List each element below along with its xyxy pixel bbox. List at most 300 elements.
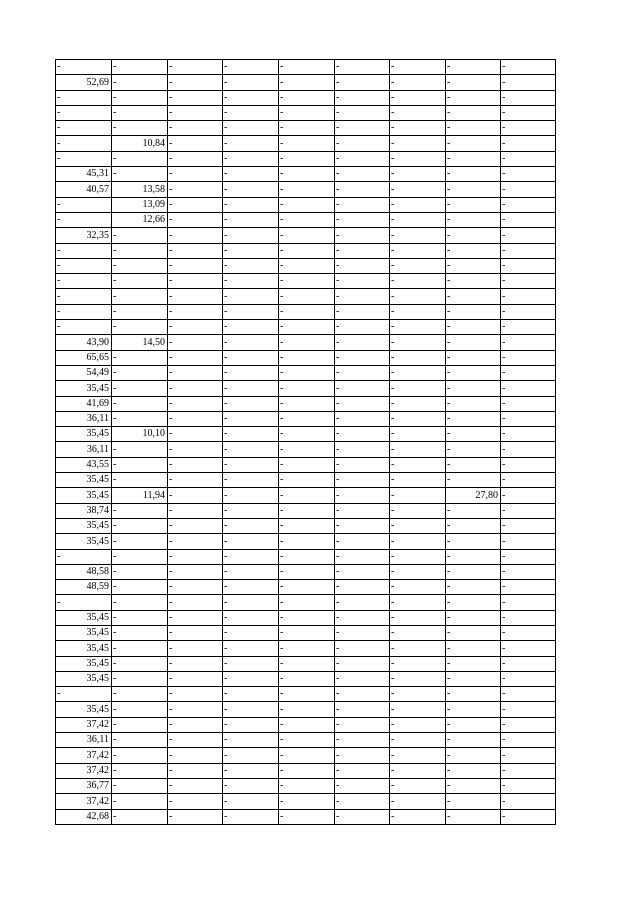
- table-cell: -: [56, 258, 112, 273]
- table-cell: -: [335, 656, 390, 671]
- table-cell: -: [335, 289, 390, 304]
- table-cell: -: [390, 411, 446, 426]
- table-row: [56, 778, 556, 793]
- table-row: [56, 105, 556, 120]
- table-cell: -: [446, 365, 501, 380]
- table-cell: -: [279, 595, 335, 610]
- table-cell: -: [501, 457, 556, 472]
- table-cell: -: [279, 733, 335, 748]
- table-cell: -: [223, 350, 279, 365]
- table-cell: -: [390, 197, 446, 212]
- table-cell: -: [335, 473, 390, 488]
- table-cell: -: [446, 763, 501, 778]
- table-row: [56, 518, 556, 533]
- table-cell: -: [390, 335, 446, 350]
- table-row: [56, 534, 556, 549]
- table-row: [56, 641, 556, 656]
- table-cell: -: [223, 90, 279, 105]
- table-row: [56, 136, 556, 151]
- table-cell: -: [335, 167, 390, 182]
- table-cell: -: [446, 136, 501, 151]
- table-cell: -: [446, 121, 501, 136]
- table-cell: -: [279, 228, 335, 243]
- table-cell: -: [501, 717, 556, 732]
- table-cell: -: [279, 610, 335, 625]
- data-table: [55, 59, 556, 825]
- table-cell: -: [168, 90, 223, 105]
- table-cell: -: [223, 167, 279, 182]
- table-cell: -: [335, 702, 390, 717]
- table-cell: -: [279, 580, 335, 595]
- table-cell: -: [335, 442, 390, 457]
- table-cell: -: [112, 518, 168, 533]
- table-row: [56, 212, 556, 227]
- table-cell: -: [446, 167, 501, 182]
- table-row: [56, 564, 556, 579]
- table-cell: -: [56, 60, 112, 75]
- table-cell: 12,66: [112, 212, 168, 227]
- table-cell: 35,45: [56, 625, 112, 640]
- table-cell: -: [390, 427, 446, 442]
- table-cell: -: [501, 671, 556, 686]
- table-cell: -: [223, 289, 279, 304]
- table-cell: -: [501, 197, 556, 212]
- table-cell: -: [446, 320, 501, 335]
- table-row: [56, 258, 556, 273]
- table-cell: -: [168, 473, 223, 488]
- table-cell: -: [168, 320, 223, 335]
- table-cell: -: [279, 671, 335, 686]
- table-cell: -: [112, 167, 168, 182]
- table-cell: -: [446, 503, 501, 518]
- table-cell: -: [335, 488, 390, 503]
- table-cell: -: [279, 763, 335, 778]
- table-cell: -: [168, 105, 223, 120]
- table-cell: -: [223, 105, 279, 120]
- table-cell: -: [501, 702, 556, 717]
- table-cell: -: [56, 304, 112, 319]
- table-row: [56, 411, 556, 426]
- table-cell: -: [390, 258, 446, 273]
- table-row: [56, 304, 556, 319]
- table-cell: 45,31: [56, 167, 112, 182]
- table-cell: -: [112, 304, 168, 319]
- table-row: [56, 794, 556, 809]
- table-cell: -: [112, 580, 168, 595]
- table-cell: -: [446, 197, 501, 212]
- table-cell: -: [168, 151, 223, 166]
- table-cell: 10,10: [112, 427, 168, 442]
- table-cell: -: [335, 534, 390, 549]
- table-cell: -: [501, 549, 556, 564]
- table-cell: 52,69: [56, 75, 112, 90]
- table-row: [56, 274, 556, 289]
- table-cell: -: [390, 809, 446, 824]
- table-cell: -: [112, 610, 168, 625]
- table-cell: -: [223, 778, 279, 793]
- table-cell: -: [112, 228, 168, 243]
- table-cell: -: [168, 167, 223, 182]
- table-cell: -: [223, 75, 279, 90]
- table-cell: -: [390, 748, 446, 763]
- table-cell: -: [501, 304, 556, 319]
- table-cell: -: [279, 427, 335, 442]
- table-cell: -: [279, 151, 335, 166]
- table-cell: -: [335, 365, 390, 380]
- table-cell: -: [501, 473, 556, 488]
- table-cell: 35,45: [56, 381, 112, 396]
- table-cell: -: [168, 457, 223, 472]
- table-cell: -: [56, 274, 112, 289]
- table-cell: -: [279, 488, 335, 503]
- table-row: [56, 75, 556, 90]
- table-cell: -: [501, 748, 556, 763]
- table-cell: -: [335, 763, 390, 778]
- table-cell: -: [112, 748, 168, 763]
- table-row: [56, 289, 556, 304]
- table-cell: 35,45: [56, 702, 112, 717]
- table-cell: -: [501, 763, 556, 778]
- table-cell: -: [168, 595, 223, 610]
- table-row: [56, 243, 556, 258]
- table-cell: 54,49: [56, 365, 112, 380]
- table-cell: -: [335, 625, 390, 640]
- table-cell: -: [279, 625, 335, 640]
- table-cell: -: [390, 564, 446, 579]
- table-cell: -: [446, 243, 501, 258]
- table-cell: -: [168, 121, 223, 136]
- table-cell: -: [390, 595, 446, 610]
- table-cell: -: [56, 320, 112, 335]
- table-cell: -: [168, 304, 223, 319]
- table-cell: -: [168, 687, 223, 702]
- table-cell: -: [56, 105, 112, 120]
- table-cell: -: [112, 763, 168, 778]
- table-cell: -: [168, 182, 223, 197]
- table-cell: -: [223, 411, 279, 426]
- table-cell: -: [446, 809, 501, 824]
- table-row: [56, 656, 556, 671]
- table-cell: -: [390, 580, 446, 595]
- table-row: [56, 350, 556, 365]
- table-cell: -: [279, 503, 335, 518]
- table-cell: -: [390, 534, 446, 549]
- table-cell: -: [446, 350, 501, 365]
- table-cell: -: [501, 656, 556, 671]
- table-cell: -: [168, 610, 223, 625]
- table-cell: -: [446, 580, 501, 595]
- table-cell: -: [501, 396, 556, 411]
- table-cell: -: [168, 671, 223, 686]
- table-cell: -: [168, 641, 223, 656]
- table-cell: -: [223, 717, 279, 732]
- table-cell: -: [168, 503, 223, 518]
- table-cell: -: [112, 671, 168, 686]
- table-cell: -: [223, 671, 279, 686]
- table-cell: -: [112, 595, 168, 610]
- table-cell: -: [501, 136, 556, 151]
- table-cell: -: [112, 411, 168, 426]
- table-cell: -: [501, 411, 556, 426]
- table-row: [56, 167, 556, 182]
- table-cell: -: [223, 595, 279, 610]
- table-cell: -: [446, 549, 501, 564]
- table-cell: -: [390, 228, 446, 243]
- table-cell: -: [56, 151, 112, 166]
- table-row: [56, 473, 556, 488]
- table-cell: -: [390, 702, 446, 717]
- table-cell: -: [501, 733, 556, 748]
- table-cell: -: [390, 549, 446, 564]
- table-cell: 14,50: [112, 335, 168, 350]
- table-cell: -: [168, 60, 223, 75]
- table-cell: -: [112, 794, 168, 809]
- table-cell: -: [56, 549, 112, 564]
- table-cell: -: [112, 121, 168, 136]
- table-cell: -: [446, 304, 501, 319]
- table-cell: -: [223, 212, 279, 227]
- table-cell: -: [223, 794, 279, 809]
- table-cell: -: [112, 289, 168, 304]
- table-cell: -: [335, 335, 390, 350]
- table-cell: -: [112, 243, 168, 258]
- table-cell: -: [279, 809, 335, 824]
- table-cell: -: [335, 121, 390, 136]
- table-cell: -: [446, 610, 501, 625]
- table-row: [56, 595, 556, 610]
- table-cell: -: [223, 702, 279, 717]
- table-row: [56, 182, 556, 197]
- table-row: [56, 320, 556, 335]
- table-cell: -: [501, 243, 556, 258]
- table-row: [56, 396, 556, 411]
- table-cell: -: [335, 457, 390, 472]
- table-cell: -: [335, 610, 390, 625]
- table-cell: -: [446, 457, 501, 472]
- table-cell: -: [501, 488, 556, 503]
- table-row: [56, 733, 556, 748]
- table-cell: -: [168, 396, 223, 411]
- table-cell: 27,80: [446, 488, 501, 503]
- table-cell: -: [335, 258, 390, 273]
- table-cell: 42,68: [56, 809, 112, 824]
- table-cell: -: [56, 197, 112, 212]
- table-cell: -: [335, 809, 390, 824]
- table-cell: -: [279, 748, 335, 763]
- table-cell: 32,35: [56, 228, 112, 243]
- table-cell: -: [168, 625, 223, 640]
- table-cell: -: [390, 243, 446, 258]
- table-cell: -: [223, 243, 279, 258]
- table-cell: -: [279, 60, 335, 75]
- table-cell: -: [501, 335, 556, 350]
- table-cell: -: [335, 228, 390, 243]
- table-cell: -: [223, 442, 279, 457]
- table-cell: 10,84: [112, 136, 168, 151]
- table-cell: -: [501, 182, 556, 197]
- table-cell: -: [390, 274, 446, 289]
- table-cell: 13,09: [112, 197, 168, 212]
- table-cell: -: [501, 518, 556, 533]
- table-cell: -: [223, 763, 279, 778]
- table-cell: -: [335, 794, 390, 809]
- table-cell: -: [390, 320, 446, 335]
- table-cell: -: [168, 733, 223, 748]
- table-cell: -: [390, 212, 446, 227]
- table-cell: -: [112, 733, 168, 748]
- table-cell: -: [390, 610, 446, 625]
- table-cell: -: [223, 197, 279, 212]
- table-cell: -: [168, 258, 223, 273]
- table-cell: -: [56, 212, 112, 227]
- table-cell: -: [279, 473, 335, 488]
- table-row: [56, 335, 556, 350]
- table-cell: -: [390, 350, 446, 365]
- table-cell: -: [223, 503, 279, 518]
- table-cell: -: [390, 304, 446, 319]
- table-cell: 35,45: [56, 641, 112, 656]
- table-cell: -: [501, 228, 556, 243]
- table-row: [56, 90, 556, 105]
- table-cell: -: [223, 396, 279, 411]
- table-cell: 35,45: [56, 656, 112, 671]
- table-cell: -: [112, 365, 168, 380]
- table-cell: -: [446, 733, 501, 748]
- table-cell: -: [335, 411, 390, 426]
- table-cell: -: [56, 687, 112, 702]
- table-cell: -: [223, 580, 279, 595]
- table-cell: -: [446, 671, 501, 686]
- table-cell: -: [223, 687, 279, 702]
- table-cell: -: [335, 197, 390, 212]
- table-cell: -: [335, 105, 390, 120]
- table-cell: -: [279, 411, 335, 426]
- table-cell: -: [390, 121, 446, 136]
- table-row: [56, 702, 556, 717]
- table-cell: -: [501, 167, 556, 182]
- table-cell: -: [168, 274, 223, 289]
- table-cell: -: [335, 549, 390, 564]
- table-cell: -: [112, 687, 168, 702]
- table-cell: -: [168, 212, 223, 227]
- table-cell: -: [335, 671, 390, 686]
- table-cell: -: [335, 182, 390, 197]
- table-cell: -: [446, 90, 501, 105]
- table-cell: -: [223, 304, 279, 319]
- table-cell: -: [446, 335, 501, 350]
- table-cell: -: [279, 121, 335, 136]
- table-cell: -: [56, 121, 112, 136]
- table-row: [56, 197, 556, 212]
- table-cell: -: [168, 809, 223, 824]
- table-cell: 43,90: [56, 335, 112, 350]
- table-cell: -: [168, 564, 223, 579]
- table-cell: -: [446, 258, 501, 273]
- table-cell: -: [446, 564, 501, 579]
- table-cell: -: [223, 335, 279, 350]
- table-row: [56, 809, 556, 824]
- table-row: [56, 442, 556, 457]
- table-row: [56, 488, 556, 503]
- table-cell: -: [223, 121, 279, 136]
- table-cell: -: [446, 182, 501, 197]
- table-cell: -: [279, 197, 335, 212]
- table-cell: -: [223, 564, 279, 579]
- table-cell: -: [446, 625, 501, 640]
- table-cell: 13,58: [112, 182, 168, 197]
- table-cell: -: [501, 365, 556, 380]
- table-cell: -: [335, 427, 390, 442]
- table-cell: -: [223, 365, 279, 380]
- table-cell: -: [279, 350, 335, 365]
- table-cell: -: [112, 473, 168, 488]
- table-cell: -: [501, 151, 556, 166]
- table-cell: -: [501, 427, 556, 442]
- table-row: [56, 427, 556, 442]
- table-cell: -: [279, 182, 335, 197]
- table-cell: -: [112, 274, 168, 289]
- table-cell: -: [168, 717, 223, 732]
- table-cell: -: [168, 534, 223, 549]
- table-cell: -: [223, 656, 279, 671]
- table-cell: -: [112, 60, 168, 75]
- table-cell: -: [223, 809, 279, 824]
- table-cell: -: [168, 518, 223, 533]
- table-cell: -: [112, 778, 168, 793]
- table-row: [56, 717, 556, 732]
- table-cell: -: [335, 304, 390, 319]
- table-row: [56, 610, 556, 625]
- table-cell: -: [390, 518, 446, 533]
- table-cell: -: [390, 794, 446, 809]
- table-cell: -: [335, 274, 390, 289]
- table-cell: -: [335, 350, 390, 365]
- table-cell: 36,77: [56, 778, 112, 793]
- table-cell: -: [223, 488, 279, 503]
- table-cell: -: [223, 748, 279, 763]
- table-cell: -: [390, 457, 446, 472]
- table-cell: 48,59: [56, 580, 112, 595]
- table-cell: -: [446, 427, 501, 442]
- table-row: [56, 457, 556, 472]
- table-cell: -: [501, 212, 556, 227]
- table-cell: -: [390, 182, 446, 197]
- table-cell: -: [168, 763, 223, 778]
- table-row: [56, 763, 556, 778]
- table-cell: 35,45: [56, 671, 112, 686]
- table-cell: -: [168, 381, 223, 396]
- table-row: [56, 365, 556, 380]
- table-cell: -: [168, 549, 223, 564]
- table-cell: -: [223, 182, 279, 197]
- table-cell: 37,42: [56, 794, 112, 809]
- table-cell: -: [112, 717, 168, 732]
- table-cell: 35,45: [56, 518, 112, 533]
- table-cell: -: [112, 656, 168, 671]
- table-cell: -: [446, 656, 501, 671]
- table-cell: -: [390, 167, 446, 182]
- table-cell: -: [56, 90, 112, 105]
- table-cell: -: [390, 733, 446, 748]
- table-cell: 35,45: [56, 534, 112, 549]
- table-cell: -: [390, 75, 446, 90]
- table-cell: -: [390, 687, 446, 702]
- table-cell: -: [112, 90, 168, 105]
- table-row: [56, 60, 556, 75]
- table-cell: -: [168, 427, 223, 442]
- table-cell: -: [279, 320, 335, 335]
- table-cell: -: [446, 518, 501, 533]
